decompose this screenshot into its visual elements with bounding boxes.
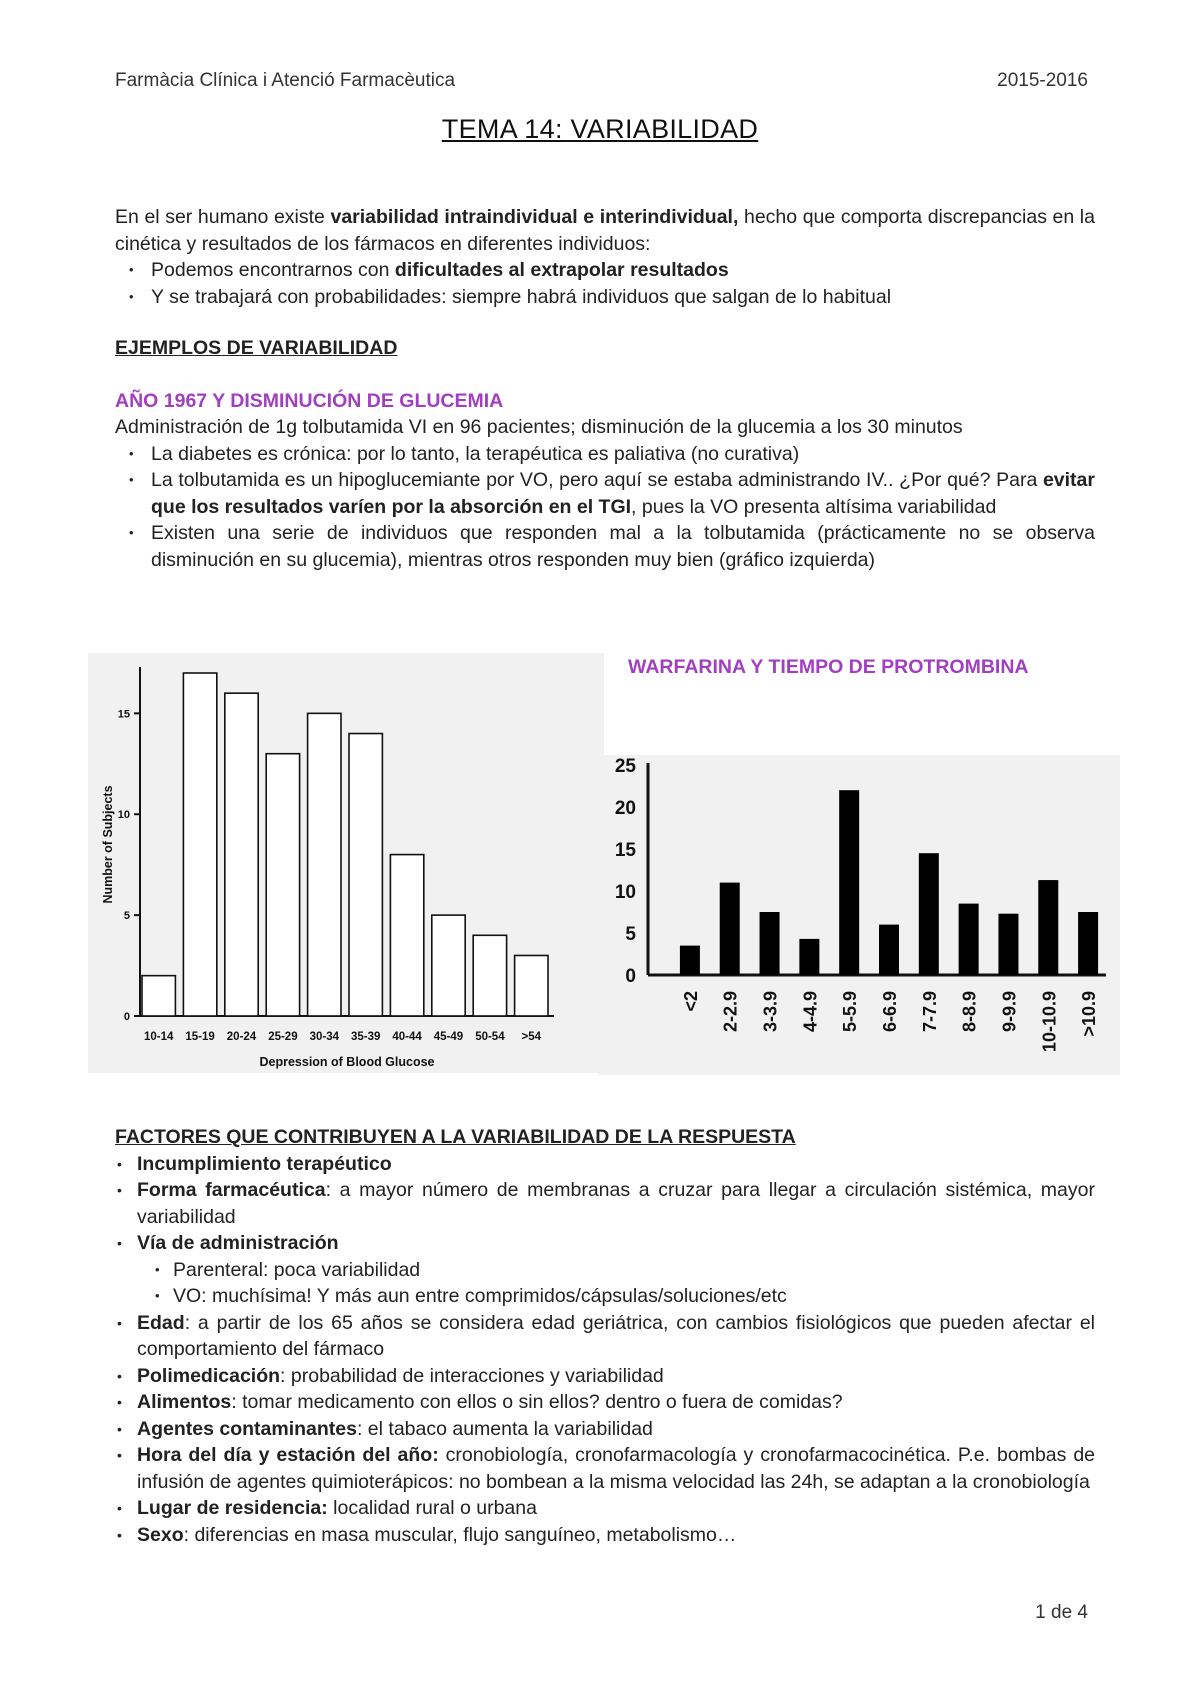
bar [919, 853, 939, 975]
examples-section [115, 335, 1095, 573]
warfarin-bar-chart [598, 755, 1120, 1075]
bar [225, 693, 258, 1016]
bar [799, 939, 819, 975]
intro-text-end: hecho que comporta discrepancias en la cinética y resultados de los fármacos en diferentes individuos: [115, 206, 1095, 255]
x-tick-label: 35-39 [350, 1031, 381, 1043]
y-tick-label: 15 [117, 708, 130, 721]
x-tick-label: 40-44 [392, 1031, 422, 1043]
y-tick-label: 15 [614, 840, 636, 861]
example-line: Administración de 1g tolbutamida VI en 96 pacientes; disminución de la glucemia a los 30 minutos [115, 416, 963, 438]
list-item: • La diabetes es crónica: por lo tanto, la terapéutica es paliativa (no curativa) [115, 441, 1095, 468]
x-tick-label: 9-9.9 [999, 991, 1020, 1033]
list-item: • Podemos encontrarnos con dificultades al extrapolar resultados [115, 257, 1095, 284]
x-tick-label: >54 [521, 1031, 542, 1043]
bar [183, 673, 216, 1016]
y-axis-title: Number of Subjects [101, 785, 115, 904]
bar [1038, 880, 1058, 975]
list-item: • Incumplimiento terapéutico [115, 1151, 1095, 1178]
intro-paragraph [115, 204, 1095, 257]
glucose-chart-panel [88, 653, 604, 1073]
subheading-1967: AÑO 1967 Y DISMINUCIÓN DE GLUCEMIA [115, 389, 504, 412]
x-tick-label: 45-49 [433, 1031, 464, 1043]
bar [760, 912, 780, 975]
x-tick-label: 10-14 [143, 1031, 174, 1043]
bar [839, 790, 859, 975]
list-item: • Forma farmacéutica: a mayor número de membranas a cruzar para llegar a circulación sistémica, mayor variabilidad [115, 1177, 1095, 1230]
x-tick-label: 25-29 [268, 1031, 298, 1043]
y-tick-label: 25 [614, 756, 636, 777]
bar [515, 955, 548, 1016]
list-item: • Sexo: diferencias en masa muscular, flujo sanguíneo, metabolismo… [115, 1522, 1095, 1549]
bar [142, 976, 175, 1016]
x-tick-label: 30-34 [309, 1031, 340, 1043]
x-tick-label: 5-5.9 [840, 991, 861, 1033]
page-number: 1 de 4 [1035, 1602, 1088, 1623]
bar [349, 734, 382, 1016]
example-list [115, 441, 1095, 574]
bar [432, 915, 465, 1016]
list-item: • Lugar de residencia: localidad rural o urbana [115, 1495, 1095, 1522]
intro-list [115, 257, 1095, 310]
y-tick-label: 0 [625, 966, 636, 987]
bar [998, 914, 1018, 975]
intro-section [115, 204, 1095, 310]
list-item: • Alimentos: tomar medicamento con ellos o sin ellos? dentro o fuera de comidas? [115, 1389, 1095, 1416]
bar [473, 935, 506, 1016]
x-tick-label: 7-7.9 [919, 991, 940, 1033]
x-axis-title: Depression of Blood Glucose [259, 1055, 435, 1069]
header-year: 2015-2016 [997, 70, 1088, 91]
bar [680, 946, 700, 975]
list-item: • Agentes contaminantes: el tabaco aumenta la variabilidad [115, 1416, 1095, 1443]
factors-heading: FACTORES QUE CONTRIBUYEN A LA VARIABILIDAD DE LA RESPUESTA [115, 1126, 796, 1148]
intro-text: En el ser humano existe [115, 206, 331, 228]
factors-list [115, 1151, 1095, 1257]
list-item: • Parenteral: poca variabilidad [115, 1257, 1095, 1284]
x-tick-label: 6-6.9 [880, 991, 900, 1033]
examples-heading: EJEMPLOS DE VARIABILIDAD [115, 337, 398, 359]
x-tick-label: 4-4.9 [800, 991, 821, 1033]
factors-section [115, 1124, 1095, 1548]
list-item: • Hora del día y estación del año: cronobiología, cronofarmacología y cronofarmacocinética. P.e. bombas de infusión de agentes quimioterápicos: no bombean a la misma velocidad las 24h, se adaptan a la cronobiología [115, 1442, 1095, 1495]
list-item: • Existen una serie de individuos que responden mal a la tolbutamida (prácticamente no se observa disminución en su glucemia), mientras otros responden muy bien (gráfico izquierda) [115, 520, 1095, 573]
page-title: TEMA 14: VARIABILIDAD [441, 114, 759, 144]
x-tick-label: 20-24 [226, 1031, 257, 1043]
x-tick-label: 10-10.9 [1039, 991, 1060, 1053]
y-tick-label: 5 [625, 924, 636, 945]
list-item: • Edad: a partir de los 65 años se considera edad geriátrica, con cambios fisiológicos que pueden afectar el comportamiento del fármaco [115, 1310, 1095, 1363]
list-item: • Vía de administración [115, 1230, 1095, 1257]
subheading-warfarina: WARFARINA Y TIEMPO DE PROTROMBINA [628, 656, 1029, 678]
bar [308, 713, 341, 1016]
bar [390, 855, 423, 1016]
list-item: • Y se trabajará con probabilidades: siempre habrá individuos que salgan de lo habitual [115, 284, 1095, 311]
y-tick-label: 10 [614, 882, 636, 903]
x-tick-label: >10.9 [1079, 991, 1100, 1037]
x-tick-label: <2 [680, 991, 701, 1012]
header-course: Farmàcia Clínica i Atenció Farmacèutica [115, 70, 456, 91]
warfarin-chart-panel [598, 755, 1120, 1075]
bar [266, 754, 299, 1016]
y-tick-label: 5 [123, 910, 130, 923]
x-tick-label: 50-54 [475, 1031, 505, 1043]
x-tick-label: 2-2.9 [720, 991, 741, 1033]
y-tick-label: 10 [117, 809, 130, 822]
y-tick-label: 0 [123, 1011, 130, 1023]
factors-list-2 [115, 1310, 1095, 1549]
list-item: • VO: muchísima! Y más aun entre comprimidos/cápsulas/soluciones/etc [115, 1283, 1095, 1310]
factors-sublist [115, 1257, 1095, 1310]
bar [1078, 912, 1098, 975]
y-tick-label: 20 [614, 798, 636, 819]
bar [959, 904, 979, 975]
intro-bold: variabilidad intraindividual e interindividual, [330, 206, 739, 228]
list-item: • Polimedicación: probabilidad de interacciones y variabilidad [115, 1363, 1095, 1390]
bar [879, 925, 899, 975]
glucose-bar-chart [88, 653, 604, 1073]
bar [720, 883, 740, 975]
x-tick-label: 8-8.9 [959, 991, 980, 1033]
list-item: • La tolbutamida es un hipoglucemiante por VO, pero aquí se estaba administrando IV.. ¿Por qué? Para evitar que los resultados varíen por la absorción en el TGI, pues la VO presenta altísima variabilidad [115, 467, 1095, 520]
x-tick-label: 15-19 [185, 1031, 215, 1043]
x-tick-label: 3-3.9 [760, 991, 781, 1033]
